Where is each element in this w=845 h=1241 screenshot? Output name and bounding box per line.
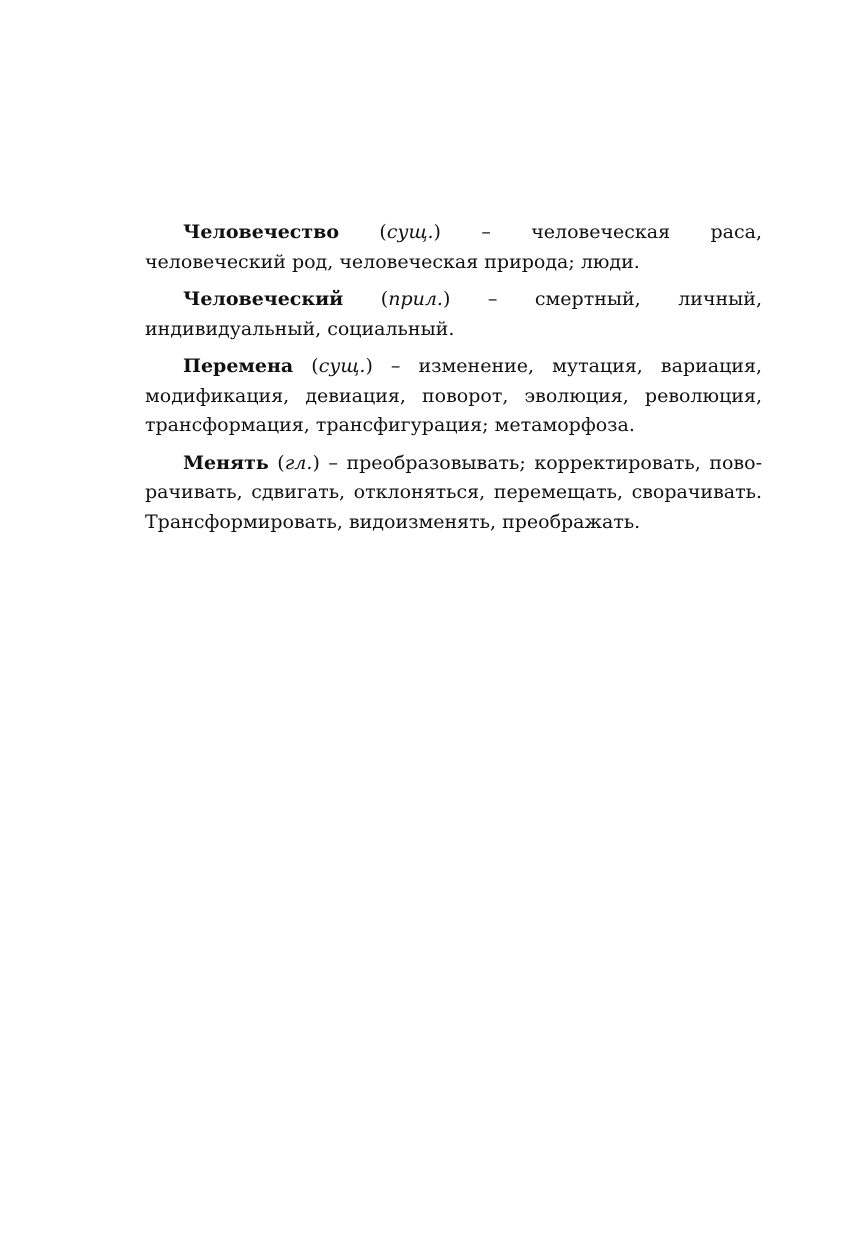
entry-part-of-speech: прил. bbox=[388, 288, 443, 310]
dictionary-entries bbox=[145, 218, 762, 545]
entry-headword: Человечество bbox=[183, 221, 340, 243]
entry-headword: Перемена bbox=[183, 355, 294, 377]
entry-chelovechestvo: Человечество (сущ.) – человеческая раса, человеческий род, человеческая природа; люди. bbox=[145, 221, 762, 273]
entry-headword: Человеческий bbox=[183, 288, 344, 310]
entry-peremena: Перемена (сущ.) – изменение, мутация, вариация, модификация, девиация, поворот, эволюция, революция, трансформация, трансфигурация; метаморфоза. bbox=[145, 355, 762, 436]
entry-definition: преобразовывать; корректировать, поворачивать, сдвигать, отклоняться, перемещать, сворачивать. Трансформировать, видоизменять, преображать. bbox=[145, 451, 762, 533]
entry-part-of-speech: сущ. bbox=[386, 221, 434, 243]
entry-headword: Менять bbox=[183, 451, 269, 474]
entry-definition: смертный, личный, индивидуальный, социальный. bbox=[145, 288, 762, 340]
entry-menyat: Менять (гл.) – преобразовывать; корректировать, поворачивать, сдвигать, отклоняться, перемещать, сворачивать. Трансформировать, видоизменять, преображать. bbox=[145, 451, 762, 533]
entry-definition: человеческая раса, человеческий род, человеческая природа; люди. bbox=[145, 221, 762, 273]
entry-part-of-speech: гл. bbox=[284, 451, 313, 474]
entry-definition: изменение, мутация, вариация, модификация, девиация, поворот, эволюция, революция, трансформация, трансфигурация; метаморфоза. bbox=[145, 355, 762, 436]
entry-part-of-speech: сущ. bbox=[318, 355, 366, 377]
entry-chelovecheskiy: Человеческий (прил.) – смертный, личный, индивидуальный, социальный. bbox=[145, 288, 762, 340]
